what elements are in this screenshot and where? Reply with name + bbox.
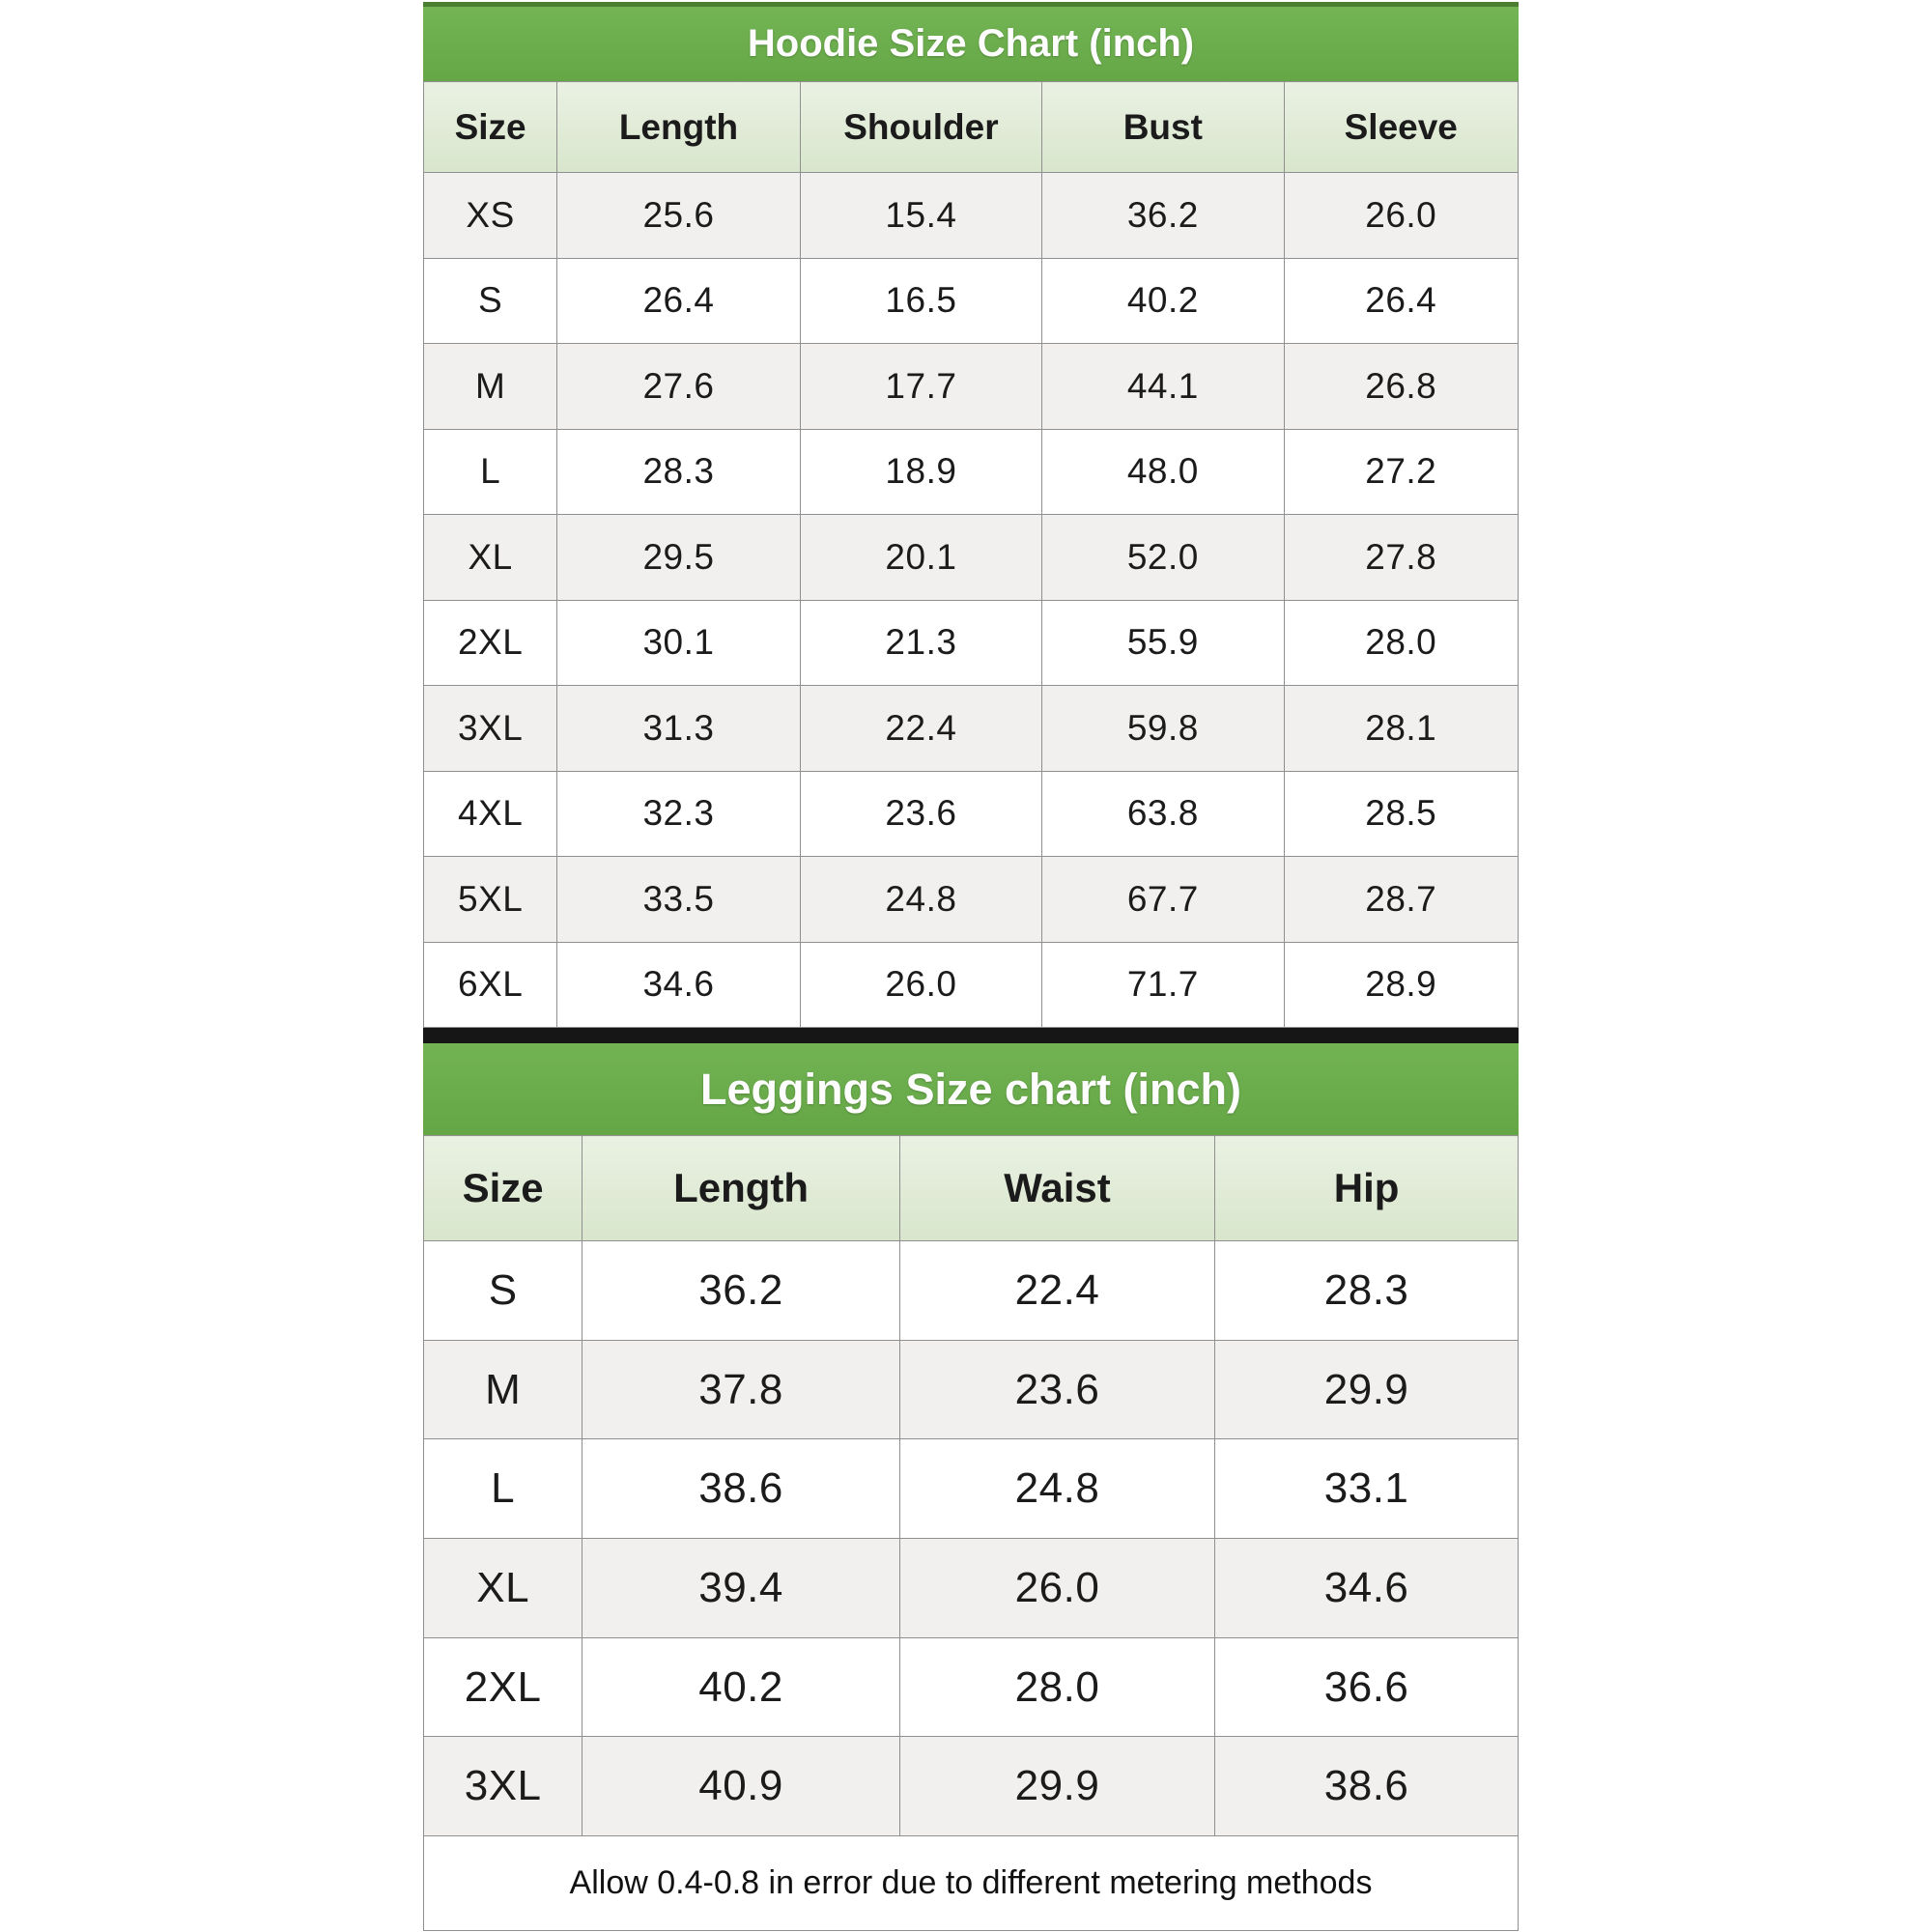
size-label-cell: S [424,1241,582,1341]
table-row [424,600,1519,686]
measurement-cell: 26.0 [1284,173,1518,259]
measurement-cell: 36.2 [582,1241,900,1341]
table-row [424,1539,1519,1638]
size-label-cell: XL [424,1539,582,1638]
hoodie-chart-title-bar [423,2,1519,81]
size-label-cell: XL [424,515,557,601]
measurement-cell: 32.3 [557,771,801,857]
table-row [424,942,1519,1028]
measurement-cell: 40.2 [1042,258,1284,344]
measurement-cell: 27.6 [557,344,801,430]
measurement-cell: 24.8 [899,1439,1214,1539]
measurement-cell: 21.3 [800,600,1041,686]
measurement-cell: 39.4 [582,1539,900,1638]
size-label-cell: L [424,1439,582,1539]
measurement-cell: 28.0 [899,1637,1214,1737]
leggings-chart-title-bar [423,1043,1519,1135]
table-row [424,1241,1519,1341]
measurement-cell: 28.7 [1284,857,1518,943]
table-header-row [424,82,1519,173]
size-label-cell: XS [424,173,557,259]
table-row [424,429,1519,515]
size-label-cell: L [424,429,557,515]
measurement-cell: 33.5 [557,857,801,943]
column-header: Waist [899,1136,1214,1241]
size-label-cell: 2XL [424,600,557,686]
measurement-cell: 22.4 [800,686,1041,772]
column-header: Sleeve [1284,82,1518,173]
column-header: Shoulder [800,82,1041,173]
measurement-cell: 71.7 [1042,942,1284,1028]
measurement-cell: 18.9 [800,429,1041,515]
measurement-cell: 44.1 [1042,344,1284,430]
measurement-cell: 29.5 [557,515,801,601]
size-label-cell: 2XL [424,1637,582,1737]
leggings-chart-title: Leggings Size chart (inch) [699,1064,1242,1114]
measurement-cell: 40.9 [582,1737,900,1836]
column-header: Size [424,82,557,173]
measurement-cell: 26.0 [800,942,1041,1028]
table-row [424,857,1519,943]
hoodie-size-table [423,81,1519,1028]
measurement-cell: 28.3 [557,429,801,515]
column-header: Hip [1215,1136,1519,1241]
measurement-cell: 40.2 [582,1637,900,1737]
measurement-cell: 36.2 [1042,173,1284,259]
measurement-cell: 38.6 [582,1439,900,1539]
measurement-cell: 29.9 [1215,1340,1519,1439]
size-label-cell: 3XL [424,1737,582,1836]
measurement-cell: 28.1 [1284,686,1518,772]
table-row [424,1439,1519,1539]
measurement-cell: 36.6 [1215,1637,1519,1737]
size-label-cell: M [424,1340,582,1439]
table-divider-bar [423,1028,1519,1043]
measurement-cell: 34.6 [1215,1539,1519,1638]
measurement-cell: 15.4 [800,173,1041,259]
table-row [424,1637,1519,1737]
measurement-cell: 67.7 [1042,857,1284,943]
measurement-cell: 24.8 [800,857,1041,943]
measurement-cell: 17.7 [800,344,1041,430]
size-label-cell: 4XL [424,771,557,857]
measurement-cell: 25.6 [557,173,801,259]
measurement-cell: 27.2 [1284,429,1518,515]
measurement-cell: 22.4 [899,1241,1214,1341]
leggings-size-chart-section [423,1043,1519,1931]
measurement-cell: 38.6 [1215,1737,1519,1836]
measurement-cell: 23.6 [899,1340,1214,1439]
table-row [424,173,1519,259]
measurement-cell: 28.3 [1215,1241,1519,1341]
table-row [424,1340,1519,1439]
table-row [424,686,1519,772]
measurement-error-footnote-row [423,1836,1519,1931]
size-label-cell: 5XL [424,857,557,943]
measurement-cell: 26.4 [557,258,801,344]
measurement-cell: 34.6 [557,942,801,1028]
table-row [424,515,1519,601]
measurement-cell: 52.0 [1042,515,1284,601]
size-label-cell: 3XL [424,686,557,772]
measurement-cell: 26.0 [899,1539,1214,1638]
measurement-cell: 29.9 [899,1737,1214,1836]
measurement-cell: 28.9 [1284,942,1518,1028]
measurement-cell: 26.8 [1284,344,1518,430]
measurement-cell: 48.0 [1042,429,1284,515]
measurement-cell: 59.8 [1042,686,1284,772]
measurement-cell: 33.1 [1215,1439,1519,1539]
measurement-cell: 20.1 [800,515,1041,601]
measurement-cell: 27.8 [1284,515,1518,601]
measurement-cell: 31.3 [557,686,801,772]
measurement-cell: 30.1 [557,600,801,686]
measurement-cell: 16.5 [800,258,1041,344]
table-row [424,258,1519,344]
measurement-cell: 63.8 [1042,771,1284,857]
measurement-cell: 28.0 [1284,600,1518,686]
size-label-cell: S [424,258,557,344]
hoodie-size-chart-section [423,2,1519,1028]
leggings-size-table [423,1135,1519,1836]
measurement-cell: 55.9 [1042,600,1284,686]
column-header: Length [557,82,801,173]
table-row [424,344,1519,430]
table-row [424,771,1519,857]
table-row [424,1737,1519,1836]
measurement-cell: 37.8 [582,1340,900,1439]
size-label-cell: 6XL [424,942,557,1028]
hoodie-chart-title: Hoodie Size Chart (inch) [747,22,1195,65]
size-label-cell: M [424,344,557,430]
measurement-error-footnote: Allow 0.4-0.8 in error due to different metering methods [569,1864,1373,1902]
column-header: Bust [1042,82,1284,173]
measurement-cell: 28.5 [1284,771,1518,857]
measurement-cell: 23.6 [800,771,1041,857]
measurement-cell: 26.4 [1284,258,1518,344]
column-header: Length [582,1136,900,1241]
size-chart-sheet [423,2,1519,1931]
column-header: Size [424,1136,582,1241]
table-header-row [424,1136,1519,1241]
